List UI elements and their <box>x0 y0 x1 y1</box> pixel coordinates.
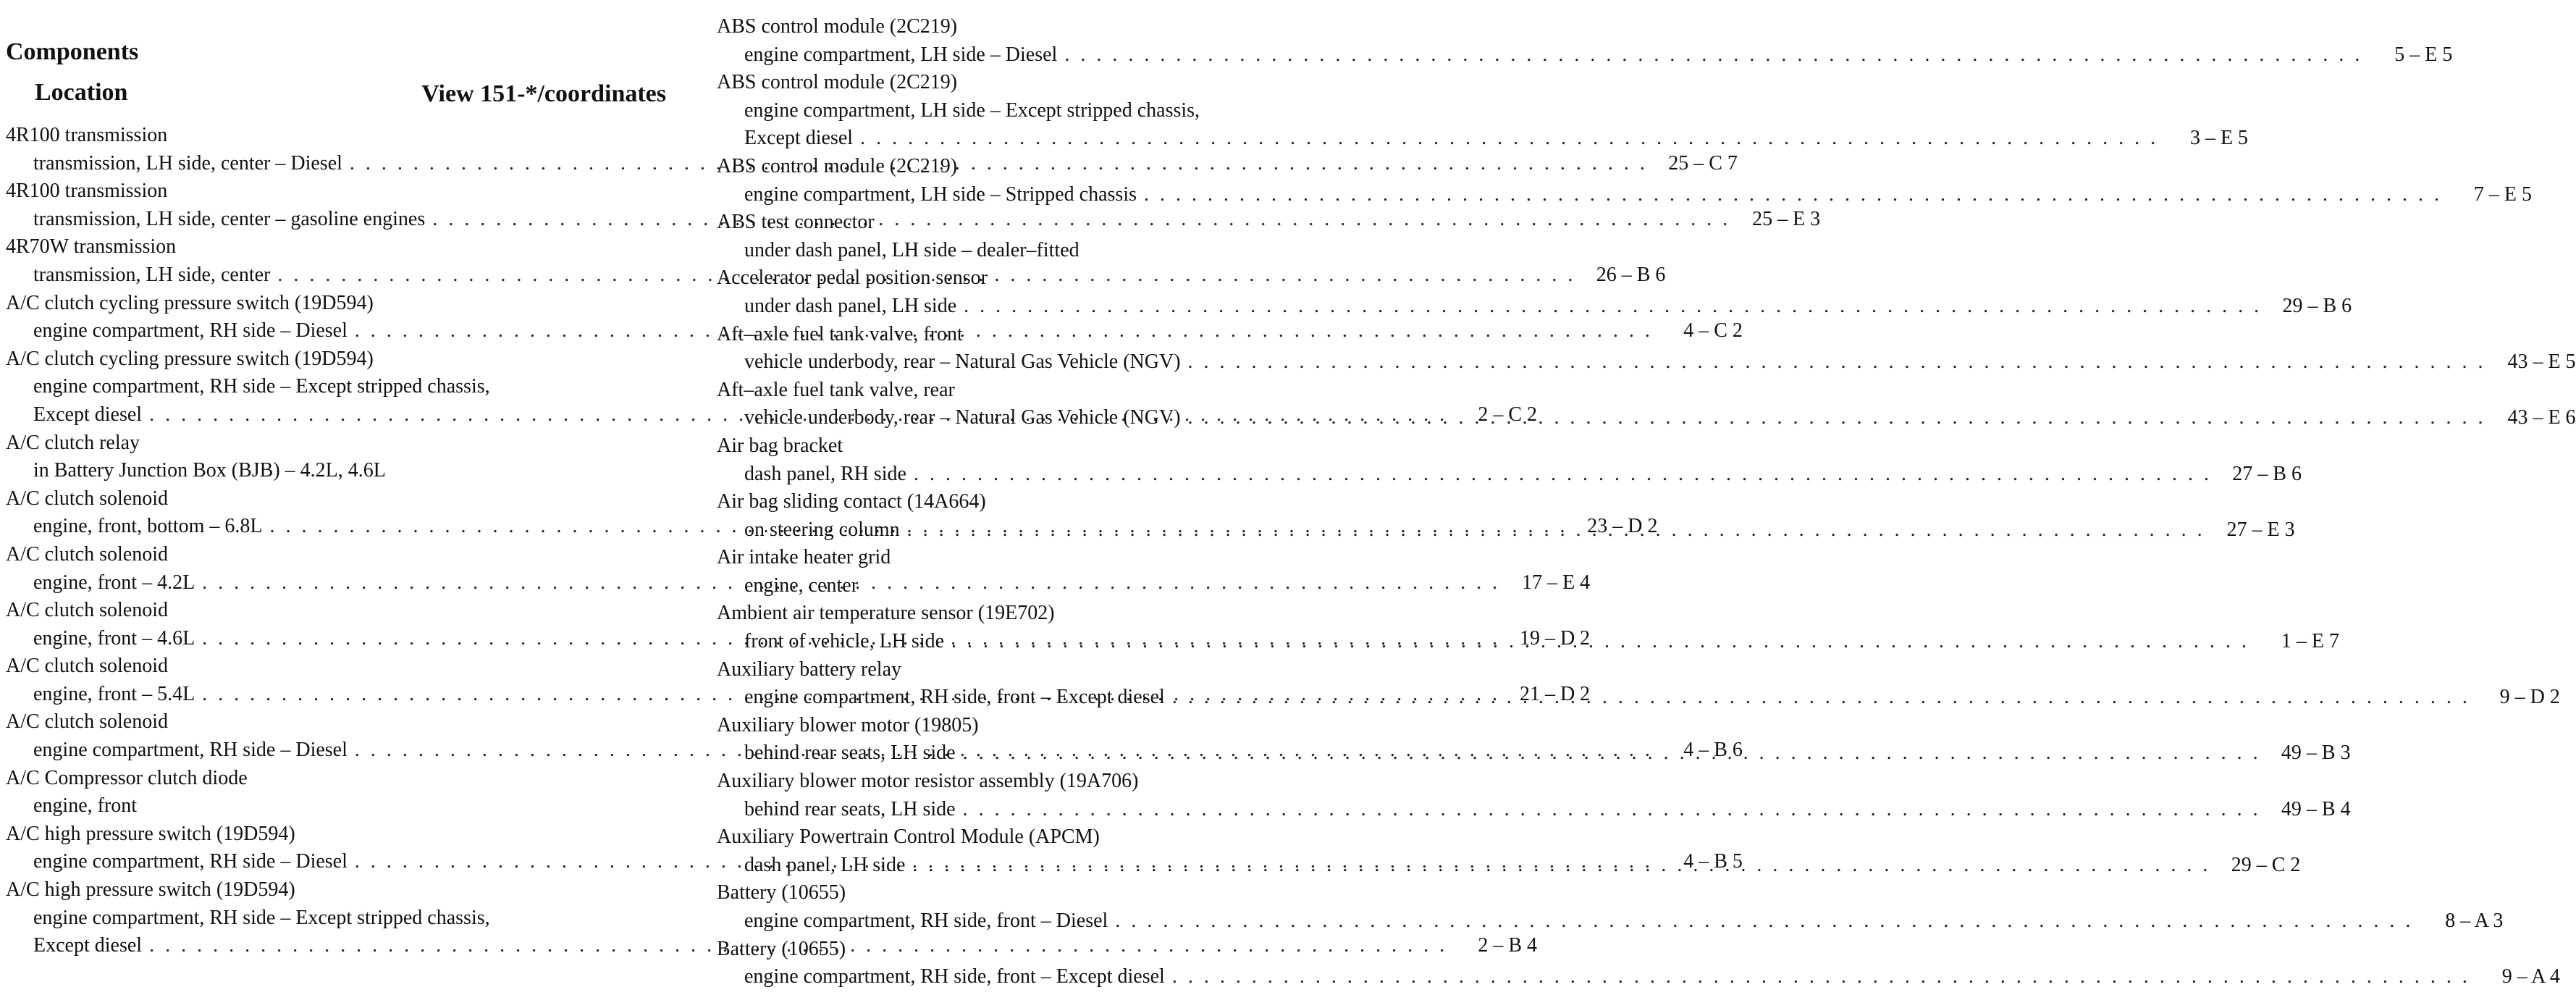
component-location: engine compartment, RH side – Diesel <box>33 739 348 762</box>
dot-leader <box>907 516 2205 545</box>
component-entry <box>717 13 2453 69</box>
view-coordinates: 49 – B 3 <box>2281 742 2351 765</box>
component-name: ABS control module (2C219) <box>717 154 958 177</box>
view-coordinates: 8 – A 3 <box>2445 910 2504 932</box>
view-coordinates: 21 – D 2 <box>1519 682 1591 705</box>
dot-leader <box>963 739 2261 768</box>
component-location: engine compartment, RH side – Except stripped chassis, <box>33 906 490 929</box>
component-location: on steering column <box>744 518 900 541</box>
component-name: A/C clutch solenoid <box>6 710 168 734</box>
view-coordinates: 23 – D 2 <box>1587 515 1658 538</box>
component-entry <box>717 768 2351 823</box>
component-name: A/C Compressor clutch diode <box>6 766 248 789</box>
dot-leader <box>964 293 2262 321</box>
component-name: A/C high pressure switch (19D594) <box>6 878 295 902</box>
component-name: Air bag sliding contact (14A664) <box>717 490 986 513</box>
dot-leader <box>912 852 2210 880</box>
component-location: engine, front, bottom – 6.8L <box>33 515 263 538</box>
component-location: engine compartment, RH side, front – Except diesel <box>744 965 1165 988</box>
component-name: Battery (10655) <box>717 881 846 904</box>
view-coordinates: 2 – B 4 <box>1478 934 1538 957</box>
component-location: engine compartment, RH side – Diesel <box>33 319 348 343</box>
component-name: Aft–axle fuel tank valve, front <box>717 322 963 345</box>
component-name: A/C clutch cycling pressure switch (19D594) <box>6 291 374 314</box>
dot-leader <box>1188 348 2486 377</box>
component-location: engine, front – 4.2L <box>33 571 195 594</box>
component-name: ABS control module (2C219) <box>717 15 958 38</box>
component-name: Air bag bracket <box>717 434 843 457</box>
dot-leader <box>1115 907 2413 936</box>
view-coordinates: 4 – C 2 <box>1683 319 1743 343</box>
component-name: 4R70W transmission <box>6 235 177 259</box>
view-coordinates: 27 – B 6 <box>2232 462 2302 485</box>
view-coordinates: 4 – B 5 <box>1683 850 1743 873</box>
component-location: engine compartment, RH side – Except stripped chassis, <box>33 375 490 398</box>
component-entry <box>6 429 666 485</box>
component-location: engine compartment, LH side – Stripped chassis <box>744 182 1137 206</box>
dot-leader <box>1064 41 2362 70</box>
component-name: A/C clutch relay <box>6 431 140 454</box>
dot-leader <box>914 461 2212 489</box>
component-entry <box>6 765 666 820</box>
view-coordinates: 25 – C 7 <box>1668 151 1738 175</box>
component-location: engine, front – 4.6L <box>33 626 195 650</box>
view-coordinates: 1 – E 7 <box>2281 630 2340 653</box>
view-coordinates: 2 – C 2 <box>1478 403 1538 426</box>
component-location: engine compartment, LH side – Diesel <box>744 43 1058 66</box>
view-coordinates: 25 – E 3 <box>1752 207 1821 230</box>
view-coordinates: 4 – B 6 <box>1683 739 1743 762</box>
component-location: transmission, LH side, center <box>33 263 271 286</box>
component-location: under dash panel, LH side <box>744 294 957 317</box>
component-location: engine, center <box>744 574 859 597</box>
component-name: 4R100 transmission <box>6 180 168 203</box>
component-name: A/C clutch solenoid <box>6 655 168 678</box>
view-coordinates-header: View 151-*/coordinates <box>421 80 666 107</box>
component-name: Auxiliary battery relay <box>717 658 902 681</box>
view-coordinates: 43 – E 6 <box>2507 406 2576 429</box>
dot-leader <box>963 796 2261 824</box>
component-location: transmission, LH side, center – gasoline engines <box>33 207 426 230</box>
component-name: Accelerator pedal position sensor <box>717 266 988 290</box>
view-coordinates: 43 – E 5 <box>2507 350 2576 374</box>
component-name: Aft–axle fuel tank valve, rear <box>717 378 955 401</box>
component-location-continued: Except diesel <box>744 127 854 150</box>
component-location: dash panel, RH side <box>744 462 906 485</box>
component-location: engine compartment, RH side, front – Diesel <box>744 910 1108 932</box>
component-entry <box>717 879 2504 935</box>
component-name: A/C clutch cycling pressure switch (19D594) <box>6 347 374 370</box>
dot-leader <box>1188 404 2486 432</box>
view-coordinates: 5 – E 5 <box>2394 43 2453 66</box>
component-name: Ambient air temperature sensor (19E702) <box>717 602 1055 625</box>
component-name: ABS test connector <box>717 211 875 234</box>
component-name: A/C clutch solenoid <box>6 487 168 510</box>
component-location-continued: Except diesel <box>33 934 143 957</box>
component-name: Air intake heater grid <box>717 546 891 569</box>
component-location: behind rear seats, LH side <box>744 797 956 820</box>
component-location: vehicle underbody, rear – Natural Gas Vehicle (NGV) <box>744 406 1181 429</box>
view-coordinates: 9 – A 4 <box>2501 965 2560 988</box>
component-name: A/C clutch solenoid <box>6 599 168 622</box>
dot-leader <box>951 628 2249 656</box>
component-location: engine, front <box>33 794 138 818</box>
view-coordinates: 7 – E 5 <box>2473 182 2532 206</box>
component-location: front of vehicle, LH side <box>744 630 945 653</box>
dot-leader <box>860 125 2158 153</box>
component-entry <box>717 69 2249 153</box>
component-name: Auxiliary blower motor resistor assembly (19A706) <box>717 770 1139 793</box>
component-name: Auxiliary Powertrain Control Module (APCM) <box>717 826 1100 849</box>
component-entry <box>717 432 2302 488</box>
component-entry <box>717 544 1370 600</box>
view-coordinates: 9 – D 2 <box>2499 686 2560 709</box>
component-location: engine, front – 5.4L <box>33 682 195 705</box>
component-location: under dash panel, LH side – dealer–fitted <box>744 238 1079 261</box>
view-coordinates: 26 – B 6 <box>1596 263 1666 286</box>
component-name: Auxiliary blower motor (19805) <box>717 713 979 736</box>
component-location: engine compartment, LH side – Except stripped chassis, <box>744 98 1200 122</box>
component-location: engine compartment, RH side, front – Except diesel <box>744 686 1165 709</box>
component-location: behind rear seats, LH side <box>744 742 956 765</box>
view-coordinates: 3 – E 5 <box>2189 127 2249 150</box>
dot-leader <box>1144 181 2442 209</box>
view-coordinates: 49 – B 4 <box>2281 797 2351 820</box>
component-location: in Battery Junction Box (BJB) – 4.2L, 4.6L <box>33 459 386 482</box>
dot-leader <box>1172 684 2470 712</box>
view-coordinates: 27 – E 3 <box>2226 518 2295 541</box>
component-location: vehicle underbody, rear – Natural Gas Vehicle (NGV) <box>744 350 1181 374</box>
dot-leader <box>1172 963 2470 991</box>
component-name: 4R100 transmission <box>6 124 168 146</box>
component-location: transmission, LH side, center – Diesel <box>33 151 342 175</box>
component-location: dash panel, LH side <box>744 853 906 876</box>
component-name: ABS control module (2C219) <box>717 71 958 94</box>
view-coordinates: 29 – C 2 <box>2231 853 2301 876</box>
component-location: engine compartment, RH side – Diesel <box>33 850 348 873</box>
component-entry <box>717 209 1370 264</box>
component-name: Battery (10655) <box>717 937 846 960</box>
component-name: A/C clutch solenoid <box>6 542 168 566</box>
component-location-continued: Except diesel <box>33 403 143 426</box>
view-coordinates: 19 – D 2 <box>1519 626 1591 650</box>
section-title: Components <box>6 38 139 65</box>
component-name: A/C high pressure switch (19D594) <box>6 822 295 845</box>
view-coordinates: 29 – B 6 <box>2282 294 2352 317</box>
location-header: Location <box>35 79 128 106</box>
view-coordinates: 17 – E 4 <box>1522 571 1591 594</box>
